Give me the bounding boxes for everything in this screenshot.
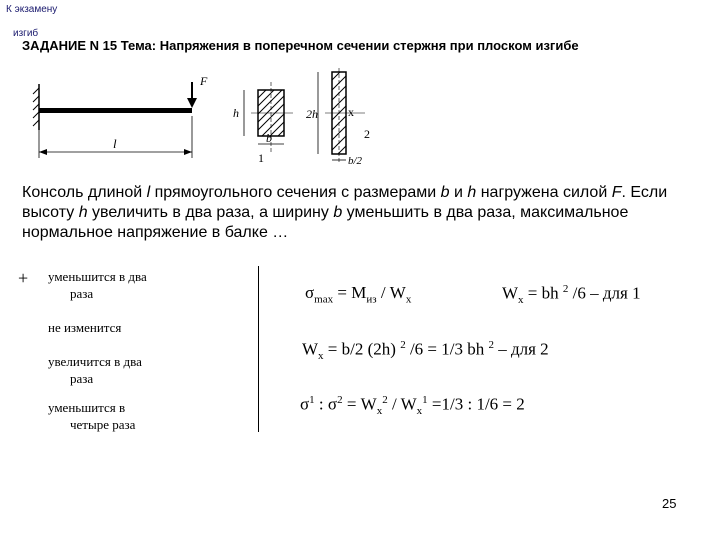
bending-link[interactable]: изгиб: [13, 28, 39, 39]
b-half-label: b/2: [348, 155, 363, 167]
formula-wx-1: $W_x$ = bh $^2$ /6 – для 1: [502, 283, 641, 307]
formula-ratio: $\sigma^1$ : $\sigma^2 = W_x^2 / W_x^1 =1/3$ : 1/6 = 2: [300, 394, 525, 418]
correct-answer-mark: +: [18, 268, 29, 288]
beam-section-figure: [25, 68, 370, 176]
formula-stress: $\sigma_{max} = M_{из} / W_x$: [305, 283, 412, 306]
divider: [258, 266, 259, 432]
answer-option-4[interactable]: уменьшится в четыре раза: [48, 400, 136, 432]
x-axis-label: x: [348, 105, 354, 119]
wall-hatch: [33, 88, 39, 126]
answer-option-1[interactable]: уменьшится в два раза: [48, 269, 147, 301]
beam: [39, 108, 192, 113]
length-label: l: [113, 136, 117, 151]
formula-wx-2: $W_x = b/2$ (2h) $^2$ /6 = 1/3 bh $^2$ – для 2: [302, 339, 549, 363]
section-2-label: 2: [364, 127, 370, 141]
b-label: b: [266, 131, 272, 145]
answer-option-3[interactable]: увеличится в два раза: [48, 354, 142, 386]
h-label: h: [233, 106, 239, 120]
force-label: F: [200, 74, 208, 88]
page-title: ЗАДАНИЕ N 15 Тема: Напряжения в поперечном сечении стержня при плоском изгибе: [22, 38, 579, 53]
2h-label: 2h: [306, 107, 318, 121]
force-arrowhead: [187, 98, 197, 108]
page-number: 25: [662, 496, 677, 511]
section-1-label: 1: [258, 151, 264, 165]
answer-option-2[interactable]: не изменится: [48, 320, 122, 335]
problem-text: Консоль длиной l прямоугольного сечения с размерами b и h нагружена силой F. Если высоту h увеличить в два раза, а ширину b уменьшить в два раза, максимальное нормальное напряжение в балке …: [22, 184, 668, 241]
exam-link[interactable]: К экзамену: [6, 4, 58, 15]
